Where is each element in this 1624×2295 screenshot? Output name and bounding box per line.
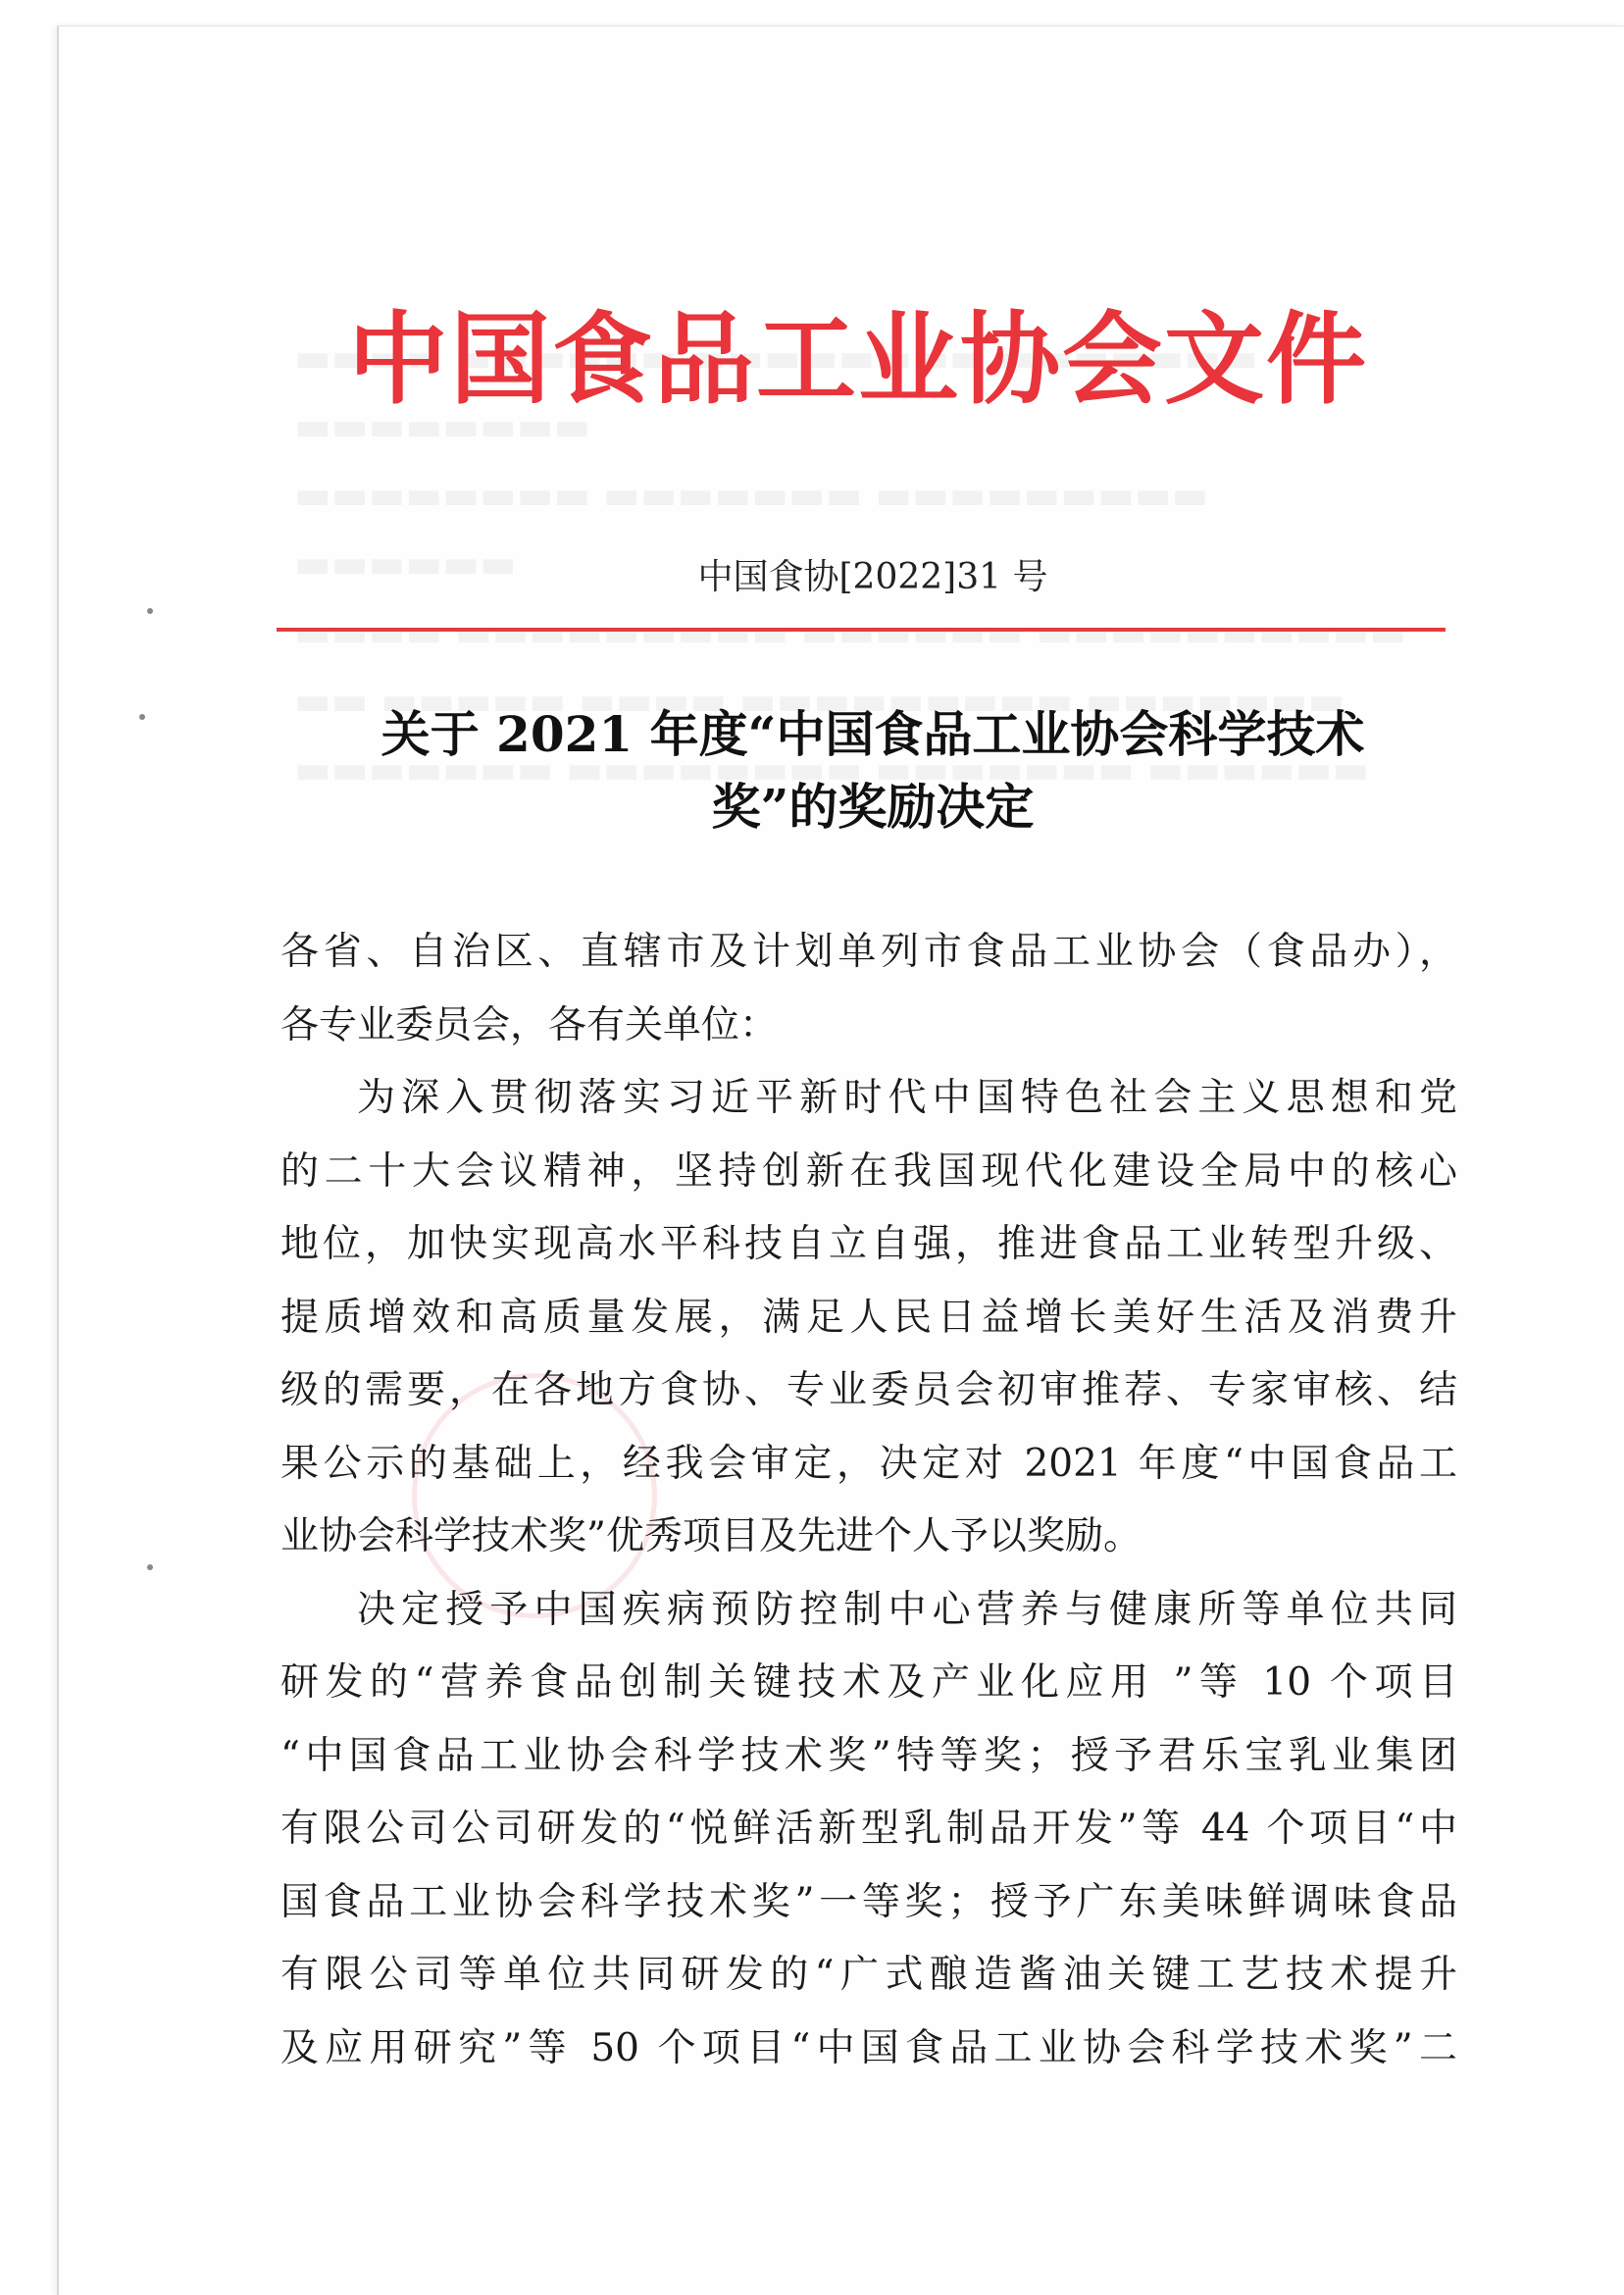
body-line: 果公示的基础上，经我会审定，决定对 2021 年度“中国食品工 (280, 1441, 1457, 1486)
document-number: 中国食协[2022]31 号 (697, 557, 1048, 597)
body-line: 为深入贯彻落实习近平新时代中国特色社会主义思想和党 (357, 1076, 1457, 1120)
header-divider-rule (277, 628, 1446, 632)
body-line: 及应用研究”等 50 个项目“中国食品工业协会科学技术奖”二 (280, 2025, 1457, 2070)
scan-speck (139, 714, 145, 720)
body-line: 提质增效和高质量发展，满足人民日益增长美好生活及消费升 (280, 1295, 1457, 1340)
scan-speck (147, 608, 153, 614)
addressee-line: 各专业委员会，各有关单位： (280, 1002, 779, 1047)
issuer-header-title: 中国食品工业协会文件 (348, 301, 1368, 419)
body-line: 业协会科学技术奖”优秀项目及先进个人予以奖励。 (280, 1514, 1142, 1558)
body-line: “中国食品工业协会科学技术奖”特等奖；授予君乐宝乳业集团 (280, 1733, 1457, 1778)
body-line: 决定授予中国疾病预防控制中心营养与健康所等单位共同 (357, 1587, 1457, 1632)
scan-speck (147, 1564, 153, 1570)
body-line: 有限公司公司研发的“悦鲜活新型乳制品开发”等 44 个项目“中 (280, 1807, 1457, 1851)
body-line: 地位，加快实现高水平科技自立自强，推进食品工业转型升级、 (280, 1222, 1457, 1266)
body-line: 研发的“营养食品创制关键技术及产业化应用 ”等 10 个项目 (280, 1660, 1457, 1705)
document-body (280, 916, 1457, 2085)
body-line: 有限公司等单位共同研发的“广式酿造酱油关键工艺技术提升 (280, 1953, 1457, 1997)
document-title (284, 698, 1461, 843)
body-line: 国食品工业协会科学技术奖”一等奖；授予广东美味鲜调味食品 (280, 1879, 1457, 1924)
document-title-line: 奖”的奖励决定 (711, 778, 1035, 836)
body-line: 的二十大会议精神，坚持创新在我国现代化建设全局中的核心 (280, 1148, 1457, 1194)
document-title-line: 关于 2021 年度“中国食品工业协会科学技术 (381, 705, 1365, 763)
body-line: 级的需要，在各地方食协、专业委员会初审推荐、专家审核、结 (280, 1368, 1457, 1412)
addressee-line: 各省、自治区、直辖市及计划单列市食品工业协会（食品办）， (280, 930, 1457, 974)
